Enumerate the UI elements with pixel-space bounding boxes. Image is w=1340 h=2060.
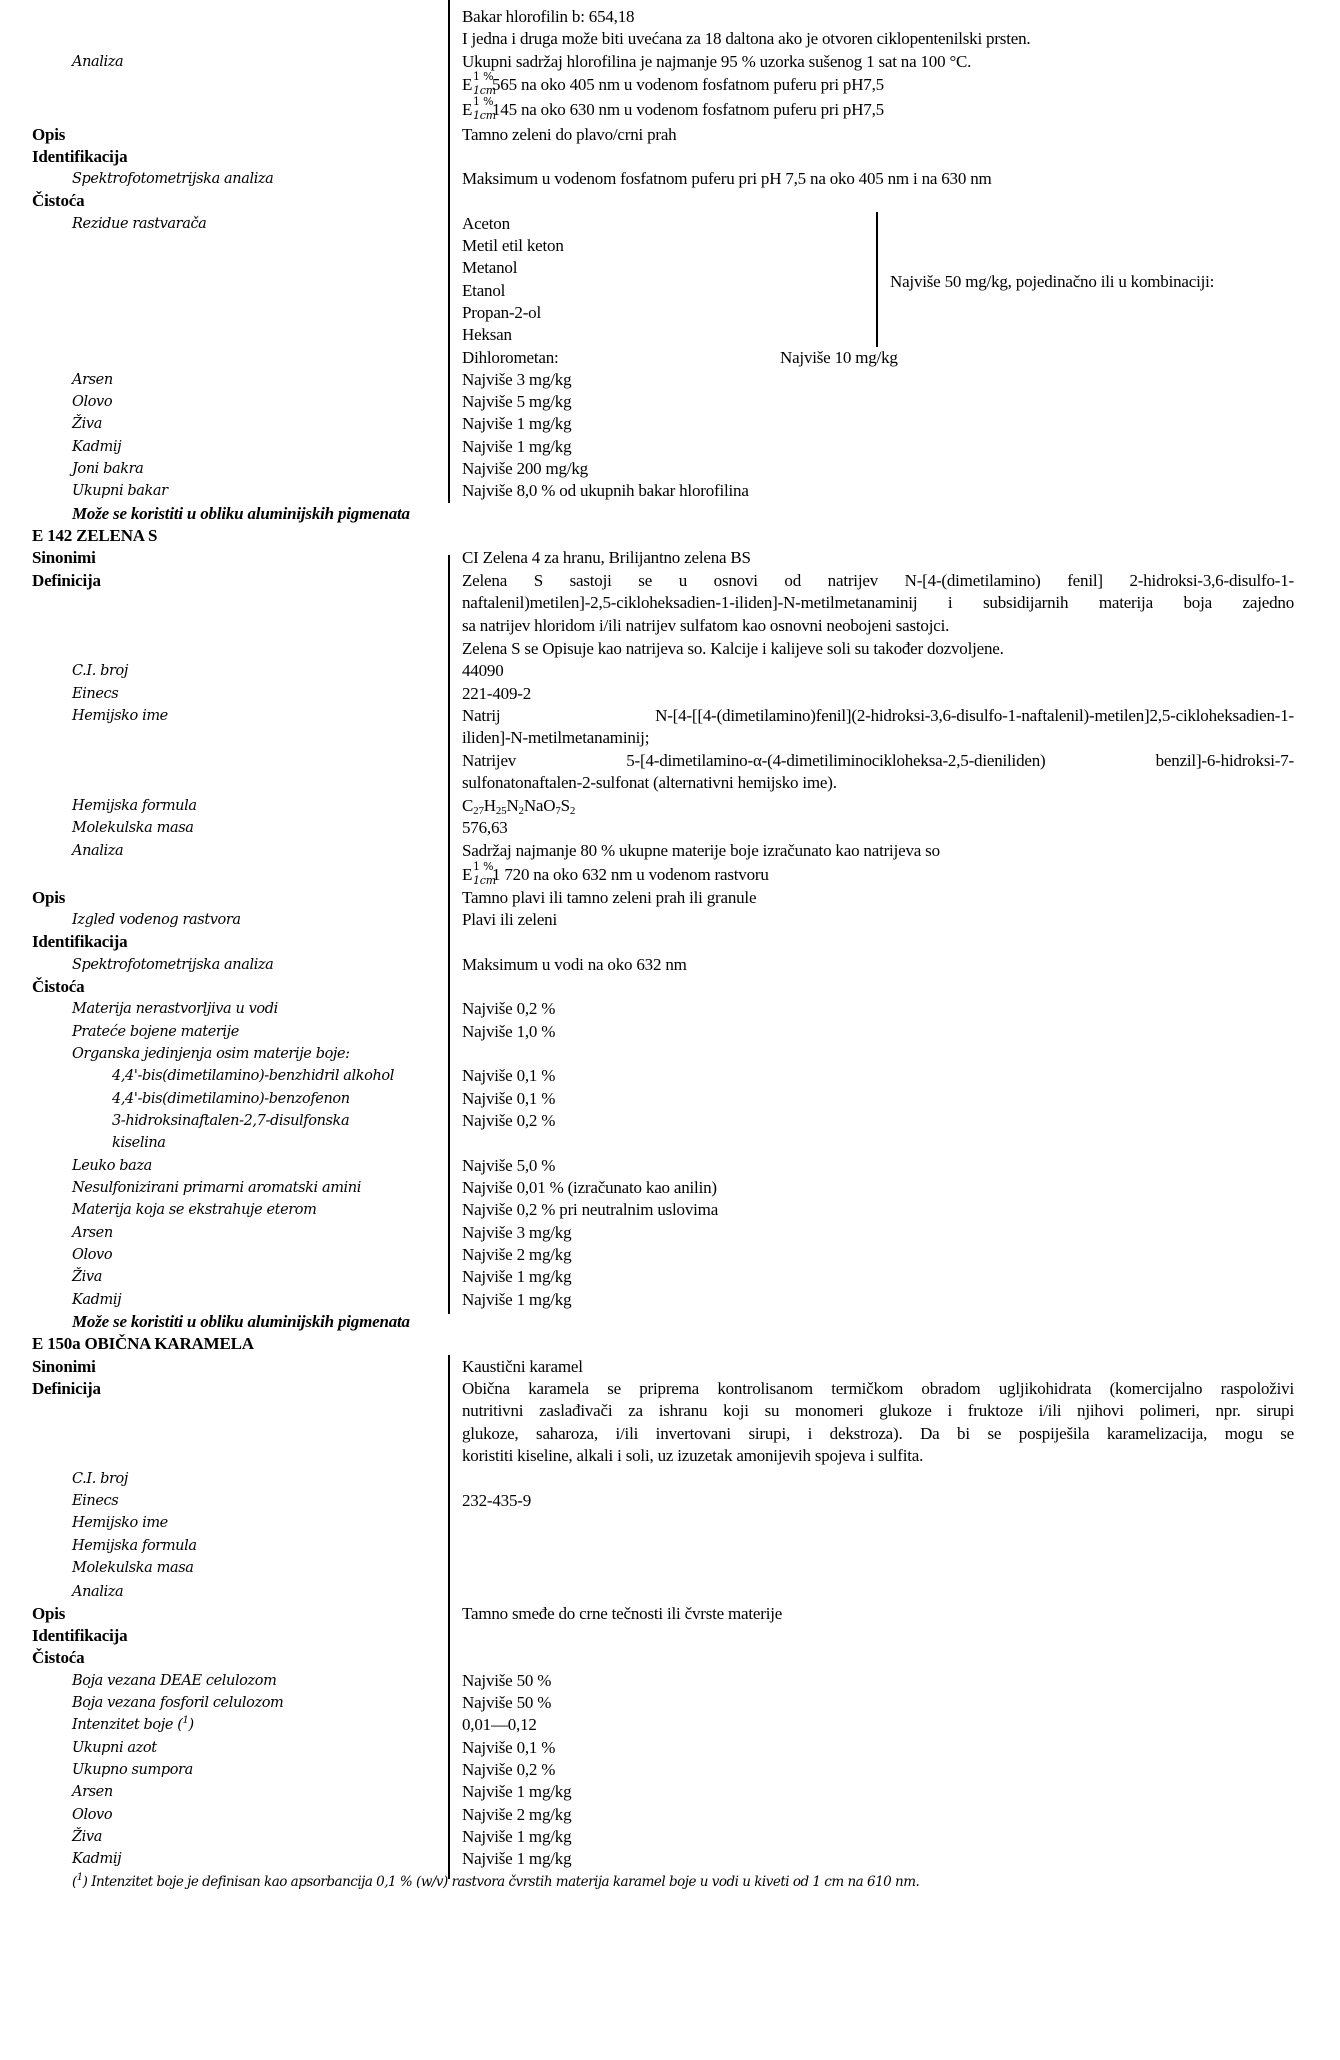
cistoca-heading: Čistoća: [32, 191, 85, 210]
row-label: Materija koja se ekstrahuje eterom: [72, 1202, 317, 1218]
row-value: Najviše 0,1 %: [462, 1738, 556, 1757]
row-label: Olovo: [72, 1807, 113, 1823]
ci-value: 44090: [462, 661, 504, 680]
hemijsko-line: iliden]-N-metilmetanaminij;: [462, 728, 650, 747]
analiza-label: Analiza: [72, 1584, 124, 1600]
opis-heading: Opis: [32, 125, 66, 144]
row-label: Ukupni bakar: [72, 483, 168, 499]
benzofenon-label: 4,4'-bis(dimetilamino)-benzofenon: [112, 1091, 350, 1107]
column-divider: [448, 1355, 450, 1879]
row-label: Kadmij: [72, 439, 122, 455]
einecs-value: 232-435-9: [462, 1491, 532, 1510]
opis-heading: Opis: [32, 1604, 66, 1623]
formula-label: Hemijska formula: [72, 798, 197, 814]
sinonimi-value: CI Zelena 4 za hranu, Brilijantno zelena BS: [462, 548, 751, 567]
hemijsko-line: sulfonatonaftalen-2-sulfonat (alternativni hemijsko ime).: [462, 773, 837, 792]
footnote: ($^1$) Intenzitet boje je definisan kao apsorbancija 0,1 % (w/v) rastvora čvrstih materija karamel boje u vodi u kiveti od 1 cm na 610 nm.: [72, 1872, 920, 1890]
dihlorometan-label: Dihlorometan:: [462, 348, 559, 367]
row-value: Najviše 3 mg/kg: [462, 1223, 572, 1242]
extinction-symbol: E 1 % 1cm: [462, 95, 496, 122]
materija-value: Najviše 0,2 %: [462, 999, 556, 1018]
row-value: Najviše 50 %: [462, 1693, 552, 1712]
intenzitet-label: Intenzitet boje ($^1$): [72, 1715, 194, 1733]
identifikacija-heading: Identifikacija: [32, 147, 128, 166]
hemijsko-label: Hemijsko ime: [72, 708, 168, 724]
e1720-value: E 1 % 1cm 1 720 na oko 632 nm u vodenom rastvoru: [462, 860, 769, 887]
row-label: Arsen: [72, 1225, 113, 1241]
masa-label: Molekulska masa: [72, 820, 194, 836]
row-label: Olovo: [72, 1247, 113, 1263]
solvent-item: Metanol: [462, 258, 518, 277]
row-value: Najviše 0,01 % (izračunato kao anilin): [462, 1178, 717, 1197]
masa-label: Molekulska masa: [72, 1560, 194, 1576]
aluminium-pigment-note: Može se koristiti u obliku aluminijskih pigmenata: [72, 504, 410, 523]
row-label: Joni bakra: [72, 461, 144, 477]
row-value: Najviše 1 mg/kg: [462, 437, 572, 456]
spektro-value: Maksimum u vodenom fosfatnom puferu pri pH 7,5 na oko 405 nm i na 630 nm: [462, 169, 992, 188]
hidroksi-label: 3-hidroksinaftalen-2,7-disulfonska: [112, 1113, 350, 1129]
row-value: Najviše 8,0 % od ukupnih bakar hlorofilina: [462, 481, 749, 500]
row-value: Najviše 50 %: [462, 1671, 552, 1690]
analiza-label: Analiza: [72, 54, 124, 70]
opis-value: Tamno smeđe do crne tečnosti ili čvrste materije: [462, 1604, 783, 1623]
solvent-item: Heksan: [462, 325, 512, 344]
definicija-line: naftalenil)metilen]-2,5-cikloheksadien-1-iliden]-N-metilmetanaminij i subsidijarnih materija boja zajedno: [462, 593, 1294, 612]
row-value: Najviše 1 mg/kg: [462, 1849, 572, 1868]
row-value: Najviše 1 mg/kg: [462, 414, 572, 433]
definicija-line: Zelena S se Opisuje kao natrijeva so. Kalcije i kalijeve soli su također dozvoljene.: [462, 639, 1004, 658]
row-value: Najviše 200 mg/kg: [462, 459, 588, 478]
sinonimi-heading: Sinonimi: [32, 548, 96, 567]
jedna-druga-text: I jedna i druga može biti uvećana za 18 daltona ako je otvoren ciklopentenilski prsten.: [462, 29, 1031, 48]
row-value: Najviše 1 mg/kg: [462, 1290, 572, 1309]
dihlorometan-limit: Najviše 10 mg/kg: [780, 348, 898, 367]
rezidue-label: Rezidue rastvarača: [72, 216, 207, 232]
definicija-line: nutritivni zaslađivači za ishranu koji su monomeri glukoze i fruktoze i/ili njihovi polimeri, npr. sirupi: [462, 1401, 1294, 1420]
hemijsko-line: Natrij N-[4-[[4-(dimetilamino)fenil](2-hidroksi-3,6-disulfo-1-naftalenil)-metilen]2,5-cikloheksadien-1-: [462, 706, 1294, 725]
opis-heading: Opis: [32, 888, 66, 907]
opis-value: Tamno zeleni do plavo/crni prah: [462, 125, 677, 144]
materija-label: Materija nerastvorljiva u vodi: [72, 1001, 278, 1017]
row-value: Najviše 1 mg/kg: [462, 1782, 572, 1801]
row-label: Olovo: [72, 394, 113, 410]
spektro-value: Maksimum u vodi na oko 632 nm: [462, 955, 687, 974]
spektro-label: Spektrofotometrijska analiza: [72, 957, 274, 973]
row-value: 0,01—0,12: [462, 1715, 537, 1734]
identifikacija-heading: Identifikacija: [32, 932, 128, 951]
definicija-line: sa natrijev hloridom i/ili natrijev sulfatom kao osnovni neobojeni sastojci.: [462, 616, 950, 635]
benzofenon-value: Najviše 0,1 %: [462, 1089, 556, 1108]
row-label: Boja vezana fosforil celulozom: [72, 1695, 284, 1711]
row-value: Najviše 2 mg/kg: [462, 1805, 572, 1824]
definicija-heading: Definicija: [32, 1379, 101, 1398]
spektro-label: Spektrofotometrijska analiza: [72, 171, 274, 187]
solvent-item: Metil etil keton: [462, 236, 564, 255]
identifikacija-heading: Identifikacija: [32, 1626, 128, 1645]
ci-label: C.I. broj: [72, 663, 128, 679]
formula-value: $C_{27}H_{25}N_2NaO_7S_2$: [462, 796, 576, 817]
row-label: Živa: [72, 1269, 102, 1285]
e145-value: E 1 % 1cm 145 na oko 630 nm u vodenom fosfatnom puferu pri pH7,5: [462, 95, 884, 122]
opis-value: Tamno plavi ili tamno zeleni prah ili granule: [462, 888, 757, 907]
hemijsko-line: Natrijev 5-[4-dimetilamino-α-(4-dimetiliminocikloheksa-2,5-dieniliden) benzil]-6-hidroksi-7-: [462, 751, 1294, 770]
footnote-ref: 1: [182, 1715, 189, 1726]
solvent-item: Etanol: [462, 281, 506, 300]
sinonimi-value: Kaustični karamel: [462, 1357, 583, 1376]
row-label: Ukupni azot: [72, 1740, 157, 1756]
hidroksi-label-cont: kiselina: [112, 1135, 166, 1151]
row-label: Ukupno sumpora: [72, 1762, 193, 1778]
sinonimi-heading: Sinonimi: [32, 1357, 96, 1376]
row-label: Živa: [72, 1829, 102, 1845]
row-label: Arsen: [72, 1784, 113, 1800]
row-label: Boja vezana DEAE celulozom: [72, 1673, 277, 1689]
analiza-label: Analiza: [72, 843, 124, 859]
section-title: E 142 ZELENA S: [32, 526, 158, 545]
extinction-symbol: E 1 % 1cm: [462, 860, 496, 887]
aluminium-pigment-note: Može se koristiti u obliku aluminijskih pigmenata: [72, 1312, 410, 1331]
row-value: Najviše 3 mg/kg: [462, 370, 572, 389]
row-value: Najviše 1 mg/kg: [462, 1267, 572, 1286]
row-label: Nesulfonizirani primarni aromatski amini: [72, 1180, 361, 1196]
row-value: Najviše 2 mg/kg: [462, 1245, 572, 1264]
section-title: E 150a OBIČNA KARAMELA: [32, 1334, 254, 1353]
definicija-line: Zelena S sastoji se u osnovi od natrijev N-[4-(dimetilamino) fenil] 2-hidroksi-3,6-disulfo-1-: [462, 571, 1294, 590]
column-divider: [448, 555, 450, 1314]
row-label: Leuko baza: [72, 1158, 152, 1174]
einecs-label: Einecs: [72, 1493, 119, 1509]
row-value: Najviše 0,2 %: [462, 1760, 556, 1779]
cistoca-heading: Čistoća: [32, 1648, 85, 1667]
cistoca-heading: Čistoća: [32, 977, 85, 996]
solvent-item: Propan-2-ol: [462, 303, 542, 322]
row-value: Najviše 5 mg/kg: [462, 392, 572, 411]
definicija-line: glukoze, saharoza, i/ili invertovani sirupi, i dekstroza). Da bi se pospiješila karamelizacija, mogu se: [462, 1424, 1294, 1443]
einecs-value: 221-409-2: [462, 684, 532, 703]
masa-value: 576,63: [462, 818, 508, 837]
izgled-label: Izgled vodenog rastvora: [72, 912, 241, 928]
definicija-line: koristiti kiseline, alkali i soli, uz izuzetak amonijevih spojeva i sulfita.: [462, 1446, 924, 1465]
hemijsko-label: Hemijsko ime: [72, 1515, 168, 1531]
formula-label: Hemijska formula: [72, 1538, 197, 1554]
row-label: Kadmij: [72, 1292, 122, 1308]
e565-value: E 1 % 1cm 565 na oko 405 nm u vodenom fosfatnom puferu pri pH7,5: [462, 70, 884, 97]
definicija-heading: Definicija: [32, 571, 101, 590]
pratece-value: Najviše 1,0 %: [462, 1022, 556, 1041]
row-value: Najviše 1 mg/kg: [462, 1827, 572, 1846]
analiza-value: Ukupni sadržaj hlorofilina je najmanje 95 % uzorka sušenog 1 sat na 100 °C.: [462, 52, 972, 71]
column-divider: [448, 0, 450, 503]
definicija-line: Obična karamela se priprema kontrolisanom termičkom obradom ugljikohidrata (komercijalno raspoloživi: [462, 1379, 1294, 1398]
analiza-value: Sadržaj najmanje 80 % ukupne materije boje izračunato kao natrijeva so: [462, 841, 940, 860]
alkohol-value: Najviše 0,1 %: [462, 1066, 556, 1085]
hidroksi-value: Najviše 0,2 %: [462, 1111, 556, 1130]
bakar-b-value: Bakar hlorofilin b: 654,18: [462, 7, 635, 26]
extinction-symbol: E 1 % 1cm: [462, 70, 496, 97]
alkohol-label: 4,4'-bis(dimetilamino)-benzhidril alkohol: [112, 1068, 394, 1084]
row-value: Najviše 5,0 %: [462, 1156, 556, 1175]
solvent-item: Aceton: [462, 214, 510, 233]
organska-label: Organska jedinjenja osim materije boje:: [72, 1046, 350, 1062]
row-label: Arsen: [72, 372, 113, 388]
izgled-value: Plavi ili zeleni: [462, 910, 557, 929]
row-label: Živa: [72, 416, 102, 432]
pratece-label: Prateće bojene materije: [72, 1024, 239, 1040]
row-value: Najviše 0,2 % pri neutralnim uslovima: [462, 1200, 719, 1219]
solvents-limit: Najviše 50 mg/kg, pojedinačno ili u kombinaciji:: [890, 272, 1215, 291]
einecs-label: Einecs: [72, 686, 119, 702]
solvents-divider: [876, 212, 878, 347]
row-label: Kadmij: [72, 1851, 122, 1867]
ci-label: C.I. broj: [72, 1471, 128, 1487]
